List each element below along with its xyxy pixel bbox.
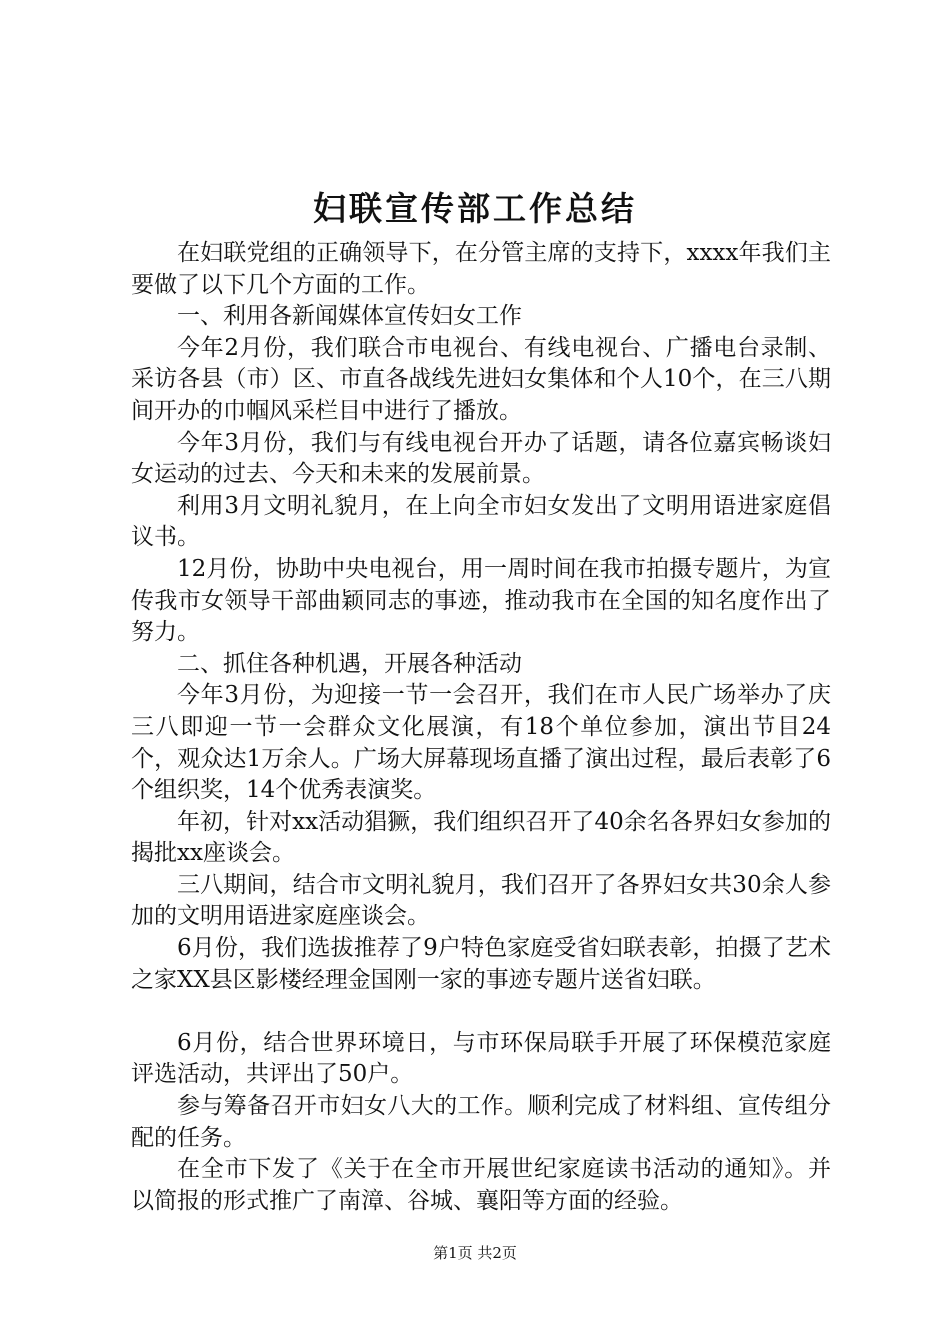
section-heading: 二、抓住各种机遇，开展各种活动 xyxy=(177,650,522,677)
paragraph: 6月份，结合世界环境日，与市环保局联手开展了环保模范家庭评选活动，共评出了50户。 xyxy=(131,1029,831,1088)
paragraph: 6月份，我们选拔推荐了9户特色家庭受省妇联表彰，拍摄了艺术之家XX县区影楼经理金国刚一家的事迹专题片送省妇联。 xyxy=(131,935,831,993)
paragraph: 12月份，协助中央电视台，用一周时间在我市拍摄专题片，为宣传我市女领导干部曲颖同志的事迹，推动我市在全国的知名度作出了努力。 xyxy=(131,555,831,646)
paragraph: 在全市下发了《关于在全市开展世纪家庭读书活动的通知》。并以简报的形式推广了南漳、谷城、襄阳等方面的经验。 xyxy=(131,1156,831,1214)
paragraph: 年初，针对xx活动猖獗，我们组织召开了40余名各界妇女参加的揭批xx座谈会。 xyxy=(131,808,831,867)
blank-line xyxy=(131,996,831,1028)
paragraph: 在妇联党组的正确领导下，在分管主席的支持下，xxxx年我们主要做了以下几个方面的工作。 xyxy=(131,240,831,298)
paragraph: 今年2月份，我们联合市电视台、有线电视台、广播电台录制、采访各县（市）区、市直各战线先进妇女集体和个人10个，在三八期间开办的巾帼风采栏目中进行了播放。 xyxy=(131,334,831,424)
paragraph: 三八期间，结合市文明礼貌月，我们召开了各界妇女共30余人参加的文明用语进家庭座谈会。 xyxy=(131,871,831,930)
paragraph: 参与筹备召开市妇女八大的工作。顺利完成了材料组、宣传组分配的任务。 xyxy=(131,1093,831,1151)
paragraph: 利用3月文明礼貌月，在上向全市妇女发出了文明用语进家庭倡议书。 xyxy=(131,492,831,551)
paragraph: 今年3月份，为迎接一节一会召开，我们在市人民广场举办了庆三八即迎一节一会群众文化展演，有18个单位参加，演出节目24个，观众达1万余人。广场大屏幕现场直播了演出过程，最后表彰了6个组织奖，14个优秀表演奖。 xyxy=(131,682,831,804)
document-body xyxy=(131,238,831,1217)
section-heading: 一、利用各新闻媒体宣传妇女工作 xyxy=(177,303,522,330)
paragraph: 今年3月份，我们与有线电视台开办了话题，请各位嘉宾畅谈妇女运动的过去、今天和未来的发展前景。 xyxy=(131,429,831,488)
page-footer: 第1页 共2页 xyxy=(433,1244,517,1262)
document-title: 妇联宣传部工作总结 xyxy=(313,189,637,228)
